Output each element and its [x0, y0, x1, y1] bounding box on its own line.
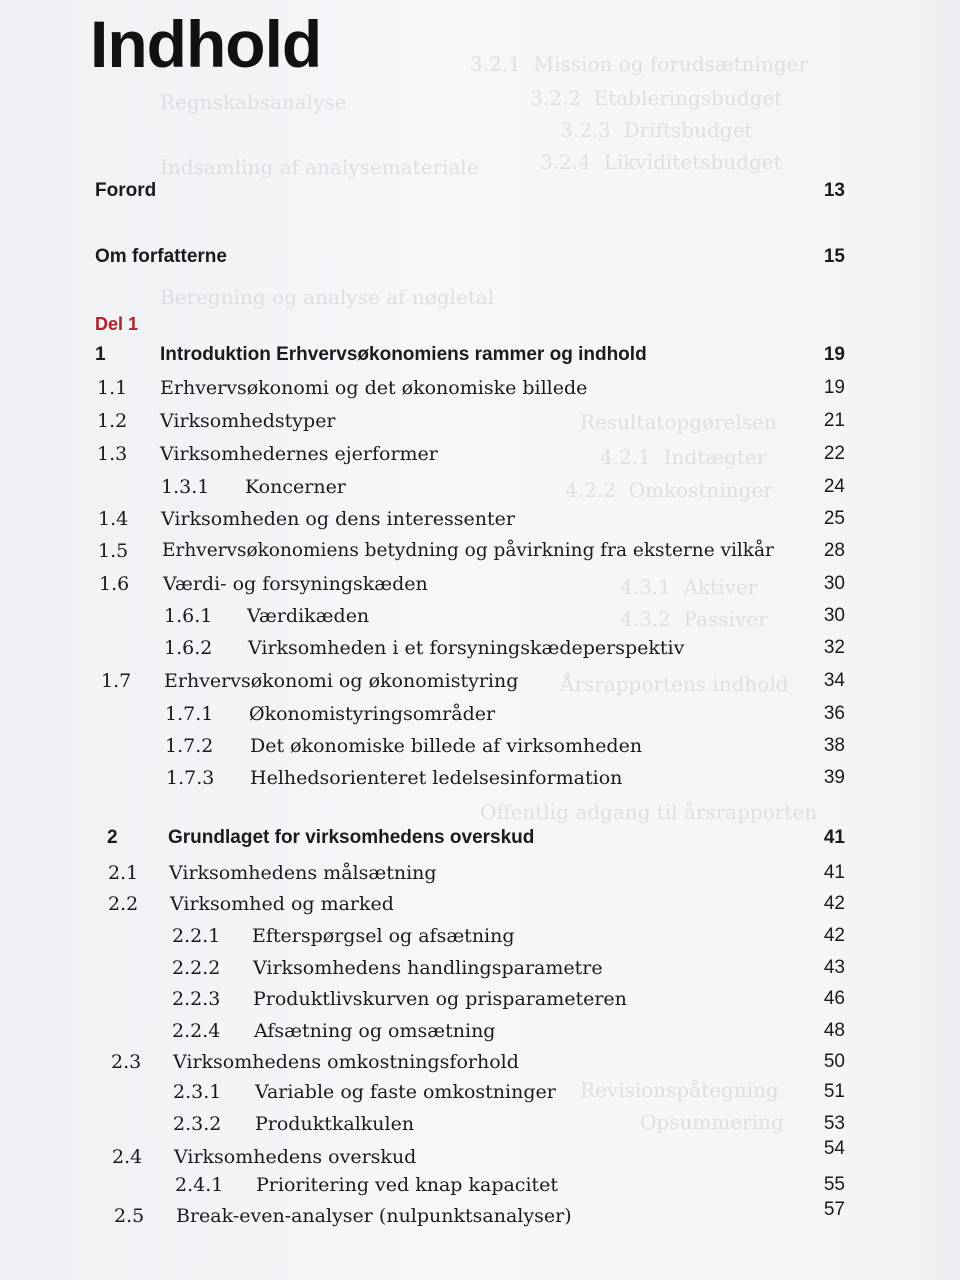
toc-label: Afsætning og omsætning [254, 1020, 496, 1042]
toc-section [0, 1051, 960, 1083]
toc-number: 1.1 [97, 377, 128, 399]
toc-number: 2.3 [111, 1051, 142, 1073]
toc-chapter-2 [0, 827, 960, 859]
toc-entry-om-forfatterne [0, 246, 960, 278]
toc-number: 1.6.1 [164, 605, 213, 627]
toc-subsection [0, 988, 960, 1020]
toc-number: 2.5 [114, 1205, 145, 1227]
show-through-text: Opsummering [640, 1110, 784, 1134]
toc-section [0, 377, 960, 409]
toc-label: Koncerner [245, 476, 346, 498]
toc-label: Erhvervsøkonomi og økonomistyring [164, 670, 519, 692]
toc-page-number: 41 [823, 862, 845, 883]
toc-label: Virksomheden og dens interessenter [161, 508, 515, 530]
toc-label: Forord [95, 180, 157, 201]
toc-page-number: 22 [823, 443, 845, 464]
toc-section [0, 540, 960, 572]
toc-number: 1.3 [97, 443, 128, 465]
toc-subsection [0, 605, 960, 637]
toc-subsection [0, 1174, 960, 1206]
toc-page-number: 32 [823, 637, 845, 658]
toc-label: Værdikæden [247, 605, 370, 627]
show-through-text: Revisionspåtegning [580, 1078, 779, 1102]
toc-page-number: 28 [823, 540, 845, 561]
toc-label: Virksomhed og marked [170, 893, 394, 915]
toc-number: 2.3.1 [173, 1081, 222, 1103]
toc-page-number: 30 [823, 573, 845, 594]
toc-number: 1.7.2 [165, 735, 214, 757]
toc-number: 2 [107, 827, 118, 848]
toc-number: 2.2.4 [172, 1020, 221, 1042]
toc-number: 1.2 [97, 410, 128, 432]
toc-number: 1.7 [101, 670, 132, 692]
toc-number: 2.1 [108, 862, 139, 884]
toc-page-number: 43 [823, 957, 845, 978]
toc-label: Grundlaget for virksomhedens overskud [168, 827, 535, 848]
toc-page-number: 25 [823, 508, 845, 529]
toc-page-number: 53 [823, 1113, 845, 1134]
toc-number: 1.7.3 [166, 767, 215, 789]
toc-page-number: 51 [823, 1081, 845, 1102]
toc-page-number: 41 [823, 827, 845, 848]
toc-number: 2.2 [108, 893, 139, 915]
part-label: Del 1 [95, 314, 139, 334]
show-through-text: Beregning og analyse af nøgletal [160, 285, 495, 309]
toc-number: 1.7.1 [165, 703, 214, 725]
toc-page-number: 50 [823, 1051, 845, 1072]
toc-section [0, 573, 960, 605]
toc-page-number: 42 [823, 925, 845, 946]
toc-label: Efterspørgsel og afsætning [252, 925, 515, 947]
show-through-text: Offentlig adgang til årsrapporten [480, 800, 818, 824]
toc-number: 2.2.2 [172, 957, 221, 979]
show-through-text: Årsrapportens indhold [560, 672, 789, 696]
toc-entry-forord [0, 180, 960, 212]
toc-page-number: 21 [823, 410, 845, 431]
toc-page-number: 24 [823, 476, 845, 497]
toc-page-number: 19 [823, 377, 845, 398]
show-through-text: 4.2.2 Omkostninger [565, 478, 773, 502]
toc-number: 2.3.2 [173, 1113, 222, 1135]
toc-subsection [0, 1113, 960, 1145]
show-through-text: 3.2.3 Driftsbudget [560, 118, 753, 142]
show-through-text: 4.3.2 Passiver [620, 607, 768, 631]
toc-label: Break-even-analyser (nulpunktsanalyser) [176, 1205, 572, 1227]
toc-label: Introduktion Erhvervsøkonomiens rammer og indhold [160, 344, 647, 365]
show-through-text: Resultatopgørelsen [580, 410, 777, 434]
toc-page-number: 30 [823, 605, 845, 626]
toc-label: Helhedsorienteret ledelsesinformation [250, 767, 623, 789]
toc-label: Om forfatterne [95, 246, 227, 267]
toc-chapter-1 [0, 344, 960, 376]
show-through-text: Indsamling af analysemateriale [160, 155, 479, 179]
toc-label: Erhvervsøkonomiens betydning og påvirkning fra eksterne vilkår [162, 540, 774, 561]
toc-page-number: 57 [823, 1199, 845, 1220]
toc-label: Virksomheden i et forsyningskædeperspektiv [248, 637, 685, 659]
toc-page-number: 54 [823, 1138, 845, 1159]
toc-page-number: 46 [823, 988, 845, 1009]
toc-page-number: 39 [823, 767, 845, 788]
toc-section [0, 670, 960, 702]
toc-number: 1.6.2 [164, 637, 213, 659]
toc-label: Virksomhedens målsætning [169, 862, 437, 884]
toc-label: Virksomhedstyper [160, 410, 336, 432]
toc-label: Erhvervsøkonomi og det økonomiske billede [160, 377, 588, 399]
toc-page-number: 15 [823, 246, 845, 267]
toc-subsection [0, 957, 960, 989]
toc-section [0, 443, 960, 475]
toc-number: 2.2.3 [172, 988, 221, 1010]
toc-page-number: 34 [823, 670, 845, 691]
toc-label: Prioritering ved knap kapacitet [256, 1174, 559, 1196]
toc-number: 2.2.1 [172, 925, 221, 947]
show-through-text: 4.3.1 Aktiver [620, 575, 758, 599]
toc-subsection [0, 703, 960, 735]
toc-label: Virksomhedens handlingsparametre [253, 957, 603, 979]
toc-subsection [0, 1020, 960, 1052]
toc-subsection [0, 767, 960, 799]
toc-subsection [0, 637, 960, 669]
toc-page-number: 13 [823, 180, 845, 201]
toc-subsection [0, 476, 960, 508]
toc-page-number: 38 [823, 735, 845, 756]
toc-number: 1.3.1 [161, 476, 210, 498]
toc-label: Virksomhedens overskud [174, 1146, 417, 1168]
toc-page-number: 55 [823, 1174, 845, 1195]
toc-page-number: 48 [823, 1020, 845, 1041]
toc-section [0, 508, 960, 540]
toc-label: Produktlivskurven og prisparameteren [253, 988, 627, 1010]
toc-subsection [0, 735, 960, 767]
show-through-text: 3.2.4 Likviditetsbudget [540, 150, 782, 174]
toc-label: Det økonomiske billede af virksomheden [250, 735, 643, 757]
show-through-text: 4.2.1 Indtægter [600, 445, 767, 469]
toc-label: Værdi- og forsyningskæden [163, 573, 428, 595]
toc-label: Variable og faste omkostninger [255, 1081, 556, 1103]
toc-number: 1.4 [98, 508, 129, 530]
toc-label: Økonomistyringsområder [249, 703, 496, 725]
toc-section [0, 410, 960, 442]
toc-section [0, 862, 960, 894]
toc-subsection [0, 925, 960, 957]
toc-number: 1 [95, 344, 106, 365]
toc-page-number: 42 [823, 893, 845, 914]
toc-label: Virksomhedernes ejerformer [160, 443, 438, 465]
page-edge-shadow [870, 0, 960, 1280]
toc-number: 1.5 [98, 540, 129, 562]
show-through-text: Regnskabsanalyse [160, 90, 347, 114]
toc-page-number: 36 [823, 703, 845, 724]
toc-section [0, 893, 960, 925]
toc-page-number: 19 [823, 344, 845, 365]
page-title: Indhold [90, 7, 322, 81]
toc-number: 2.4.1 [175, 1174, 224, 1196]
toc-subsection [0, 1081, 960, 1113]
toc-number: 2.4 [112, 1146, 143, 1168]
toc-section [0, 1199, 960, 1237]
show-through-text: 3.2.1 Mission og forudsætninger [470, 52, 809, 76]
toc-label: Produktkalkulen [255, 1113, 415, 1135]
toc-label: Virksomhedens omkostningsforhold [173, 1051, 519, 1073]
show-through-text: 3.2.2 Etableringsbudget [530, 86, 783, 110]
toc-number: 1.6 [99, 573, 130, 595]
